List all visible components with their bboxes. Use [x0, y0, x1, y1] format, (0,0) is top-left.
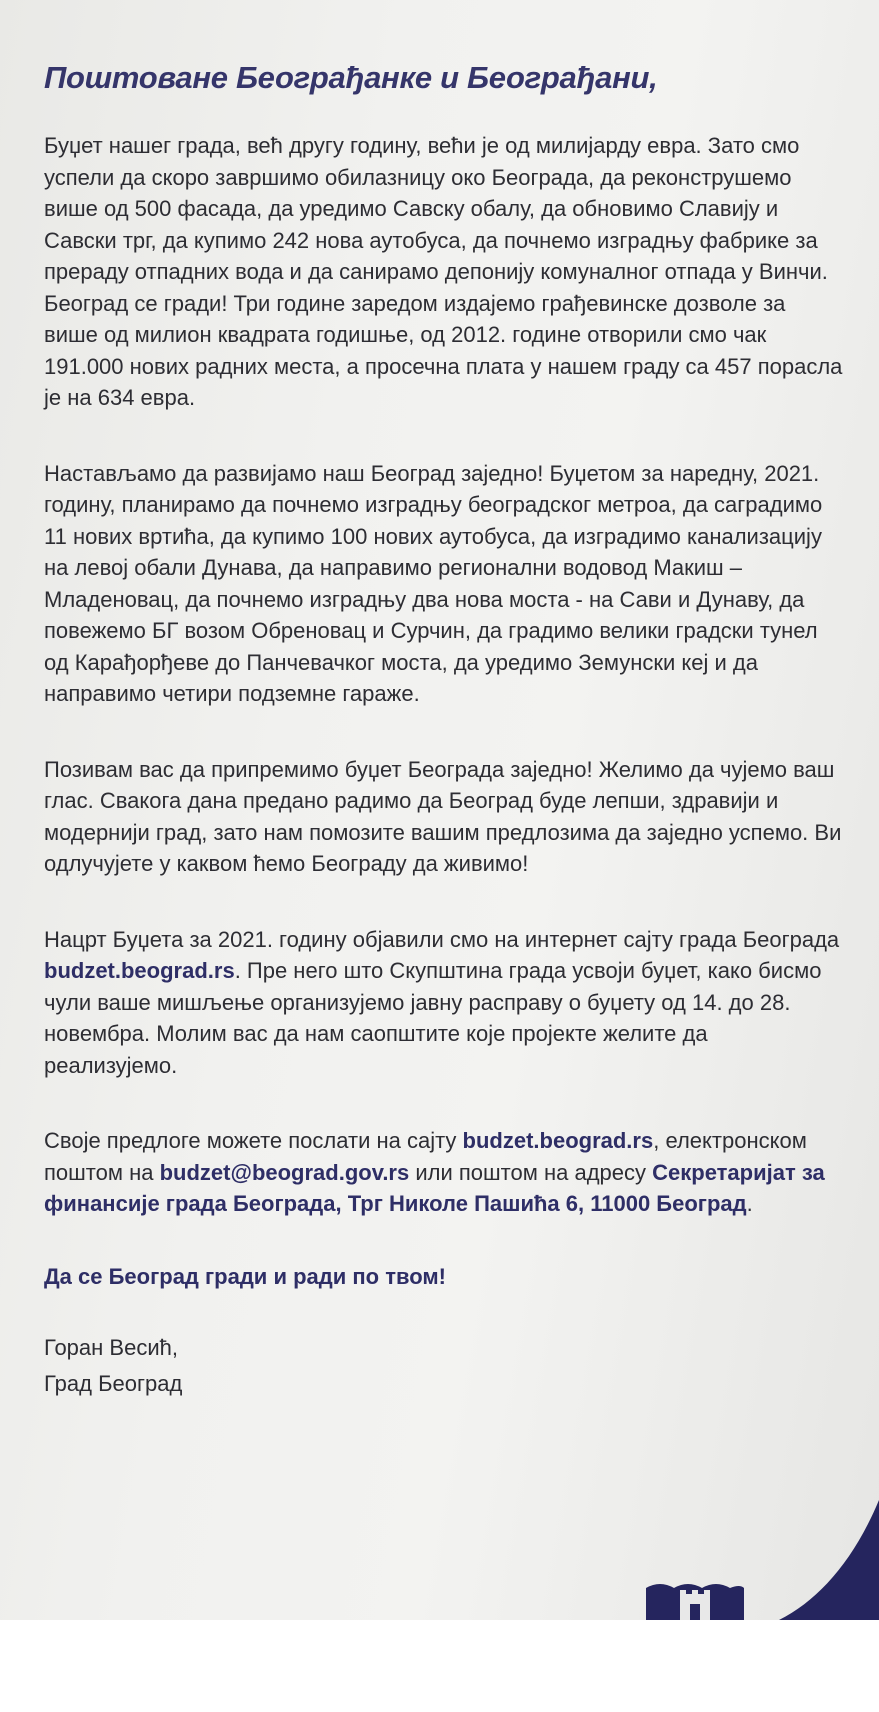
paragraph-submit-proposals: [44, 1125, 844, 1220]
paragraph-draft-budget: [44, 924, 844, 1082]
paragraph-budget-achievements: Буџет нашег града, већ другу годину, већи је од милијарду евра. Зато смо успели да скоро завршимо обилазницу око Београда, да реконструшемо више од 500 фасада, да уредимо Савску обалу, да обновимо Славију и Савски трг, да купимо 242 нова аутобуса, да почнемо изградњу фабрике за прераду отпадних вода и да санирамо депонију комуналног отпада у Винчи. Београд се гради! Три године заредом издајемо грађевинске дозволе за више од милион квадрата годишње, од 2012. године отворили смо чак 191.000 нових радних места, а просечна плата у нашем граду са 457 порасла је на 634 евра.: [44, 133, 843, 410]
submit-text-a: Своје предлоге можете послати на сајту: [44, 1128, 463, 1153]
submit-text-d: .: [746, 1191, 753, 1216]
slogan: Да се Београд гради и ради по твом!: [44, 1263, 446, 1289]
paragraph-invitation: Позивам вас да припремимо буџет Београда заједно! Желимо да чујемо ваш глас. Свакога дана предано радимо да Београд буде лепши, здравији и модернији град, зато нам помозите вашим предлозима да заједно успемо. Ви одлучујете у каквом ћемо Београду да живимо!: [44, 756, 842, 876]
letter-body: [44, 60, 844, 1402]
signature-name: Горан Весић,: [44, 1334, 178, 1360]
proposal-site-link[interactable]: budzet.beograd.rs: [462, 1128, 654, 1153]
draft-budget-text-a: Нацрт Буџета за 2021. годину објавили смо на интернет сајту града Београда: [44, 926, 840, 952]
blue-swoosh-decoration-icon: [739, 1500, 879, 1620]
belgrade-crest-icon: [640, 1580, 750, 1620]
budget-site-link[interactable]: budzet.beograd.rs: [44, 958, 235, 983]
submit-text-c: или поштом на адресу: [409, 1159, 653, 1185]
draft-budget-text-b: . Пре него што Скупштина града усвоји буџет, како бисмо чули ваше мишљење организујемо јавну расправу о буџету од 14. до 28. новембра. Молим вас да нам саопштите које пројекте желите да реализујемо.: [44, 958, 822, 1078]
letter-greeting: Поштоване Београђанке и Београђани,: [44, 60, 658, 95]
submit-text-b: , електронском поштом на: [44, 1128, 807, 1185]
signature-organization: Град Београд: [44, 1370, 183, 1396]
proposal-email-link[interactable]: budzet@beograd.gov.rs: [159, 1159, 410, 1185]
signature: [44, 1330, 844, 1402]
paragraph-plans-2021: Настављамо да развијамо наш Београд заједно! Буџетом за наредну, 2021. годину, планирамо да почнемо изградњу београдског метроа, да саградимо 11 нових вртића, да купимо 100 нових аутобуса, да изградимо канализацију на левој обали Дунава, да направимо регионални водовод Макиш – Младеновац, да почнемо изградњу два нова моста - на Сави и Дунаву, да повежемо БГ возом Обреновац и Сурчин, да градимо велики градски тунел од Карађорђеве до Панчевачког моста, да уредимо Земунски кеј и да направимо четири подземне гараже.: [44, 460, 823, 706]
postal-address: Секретаријат за финансије града Београда, Трг Николе Пашића 6, 11000 Београд: [44, 1159, 825, 1216]
